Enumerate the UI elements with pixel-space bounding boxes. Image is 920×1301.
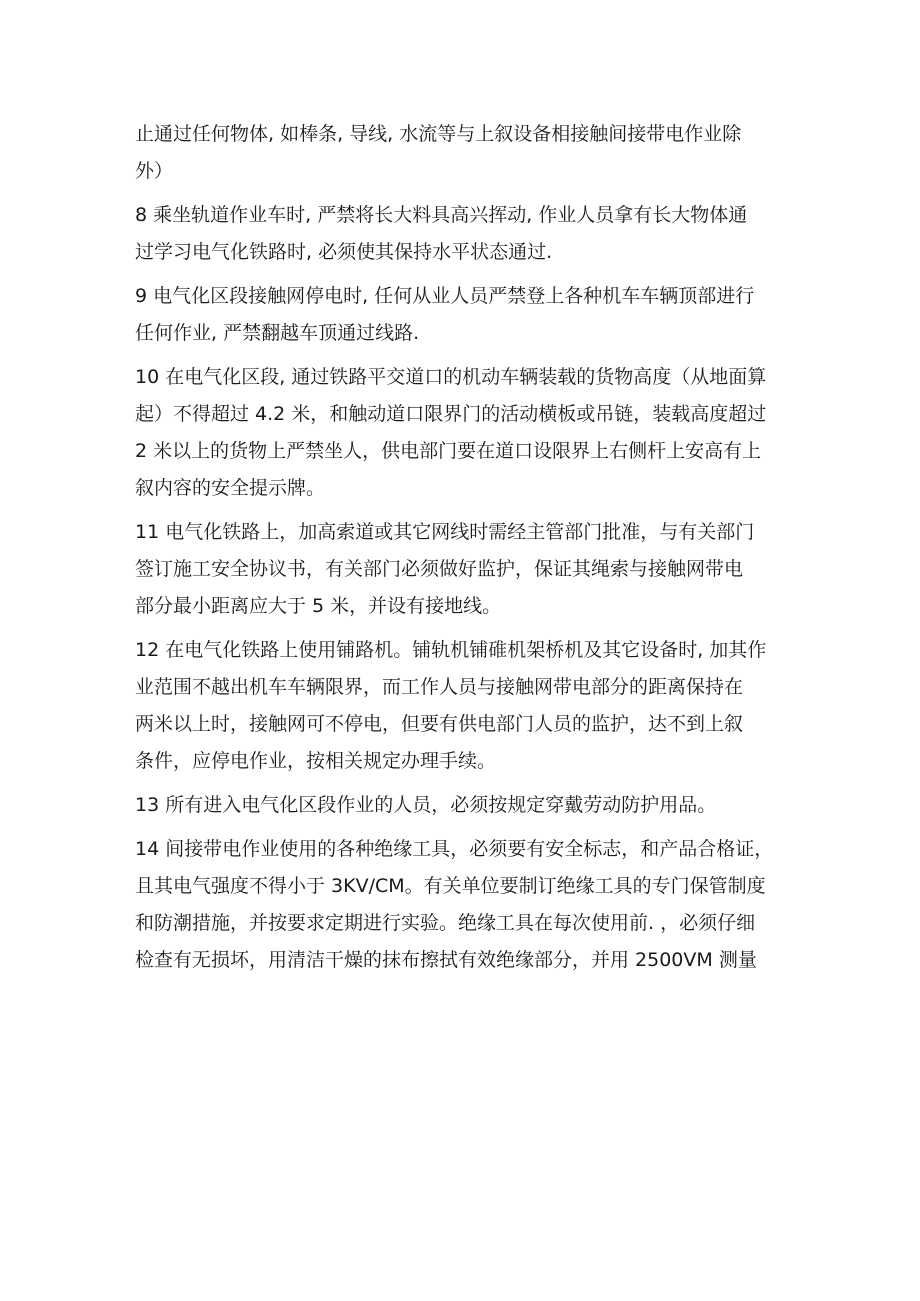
text-line: 2 米以上的货物上严禁坐人，供电部门要在道口设限界上右侧杆上安高有上 bbox=[135, 440, 762, 462]
paragraph-item-8 bbox=[135, 197, 795, 271]
text-line: 签订施工安全协议书，有关部门必须做好监护，保证其绳索与接触网带电 bbox=[135, 558, 744, 580]
text-line: 止通过任何物体, 如棒条, 导线, 水流等与上叙设备相接触间接带电作业除 bbox=[135, 123, 742, 145]
text-line: 部分最小距离应大于 5 米，并设有接地线。 bbox=[135, 595, 502, 617]
paragraph-item-9 bbox=[135, 278, 795, 352]
text-line: 两米以上时，接触网可不停电，但要有供电部门人员的监护，达不到上叙 bbox=[135, 713, 744, 735]
paragraph-item-14 bbox=[135, 831, 795, 979]
paragraph-item-10 bbox=[135, 359, 795, 507]
text-line: 任何作业, 严禁翻越车顶通过线路. bbox=[135, 322, 420, 344]
text-line: 条件，应停电作业，按相关规定办理手续。 bbox=[135, 750, 497, 772]
text-line: 14 间接带电作业使用的各种绝缘工具，必须要有安全标志，和产品合格证， bbox=[135, 838, 774, 860]
text-line: 起）不得超过 4.2 米，和触动道口限界门的活动横板或吊链，装载高度超过 bbox=[135, 403, 767, 425]
paragraph-continuation bbox=[135, 116, 795, 190]
text-line: 检查有无损坏，用清洁干燥的抹布擦拭有效绝缘部分，并用 2500VM 测量 bbox=[135, 949, 757, 971]
text-line: 且其电气强度不得小于 3KV/CM。有关单位要制订绝缘工具的专门保管制度 bbox=[135, 875, 766, 897]
text-line: 10 在电气化区段, 通过铁路平交道口的机动车辆装载的货物高度（从地面算 bbox=[135, 366, 767, 388]
text-line: 12 在电气化铁路上使用铺路机。铺轨机铺碓机架桥机及其它设备时, 加其作 bbox=[135, 639, 767, 661]
text-line: 9 电气化区段接触网停电时, 任何从业人员严禁登上各种机车车辆顶部进行 bbox=[135, 285, 755, 307]
text-line: 13 所有进入电气化区段作业的人员，必须按规定穿戴劳动防护用品。 bbox=[135, 794, 717, 816]
document-body bbox=[135, 116, 795, 986]
text-line: 8 乘坐轨道作业车时, 严禁将长大料具高兴挥动, 作业人员拿有长大物体通 bbox=[135, 204, 748, 226]
paragraph-item-13 bbox=[135, 787, 795, 824]
paragraph-item-12 bbox=[135, 632, 795, 780]
text-line: 过学习电气化铁路时, 必须使其保持水平状态通过. bbox=[135, 241, 553, 263]
text-line: 业范围不越出机车车辆限界，而工作人员与接触网带电部分的距离保持在 bbox=[135, 676, 744, 698]
text-line: 外） bbox=[135, 160, 174, 182]
text-line: 11 电气化铁路上，加高索道或其它网线时需经主管部门批准，与有关部门 bbox=[135, 521, 755, 543]
text-line: 和防潮措施，并按要求定期进行实验。绝缘工具在每次使用前. ，必须仔细 bbox=[135, 912, 756, 934]
paragraph-item-11 bbox=[135, 514, 795, 625]
text-line: 叙内容的安全提示牌。 bbox=[135, 477, 326, 499]
